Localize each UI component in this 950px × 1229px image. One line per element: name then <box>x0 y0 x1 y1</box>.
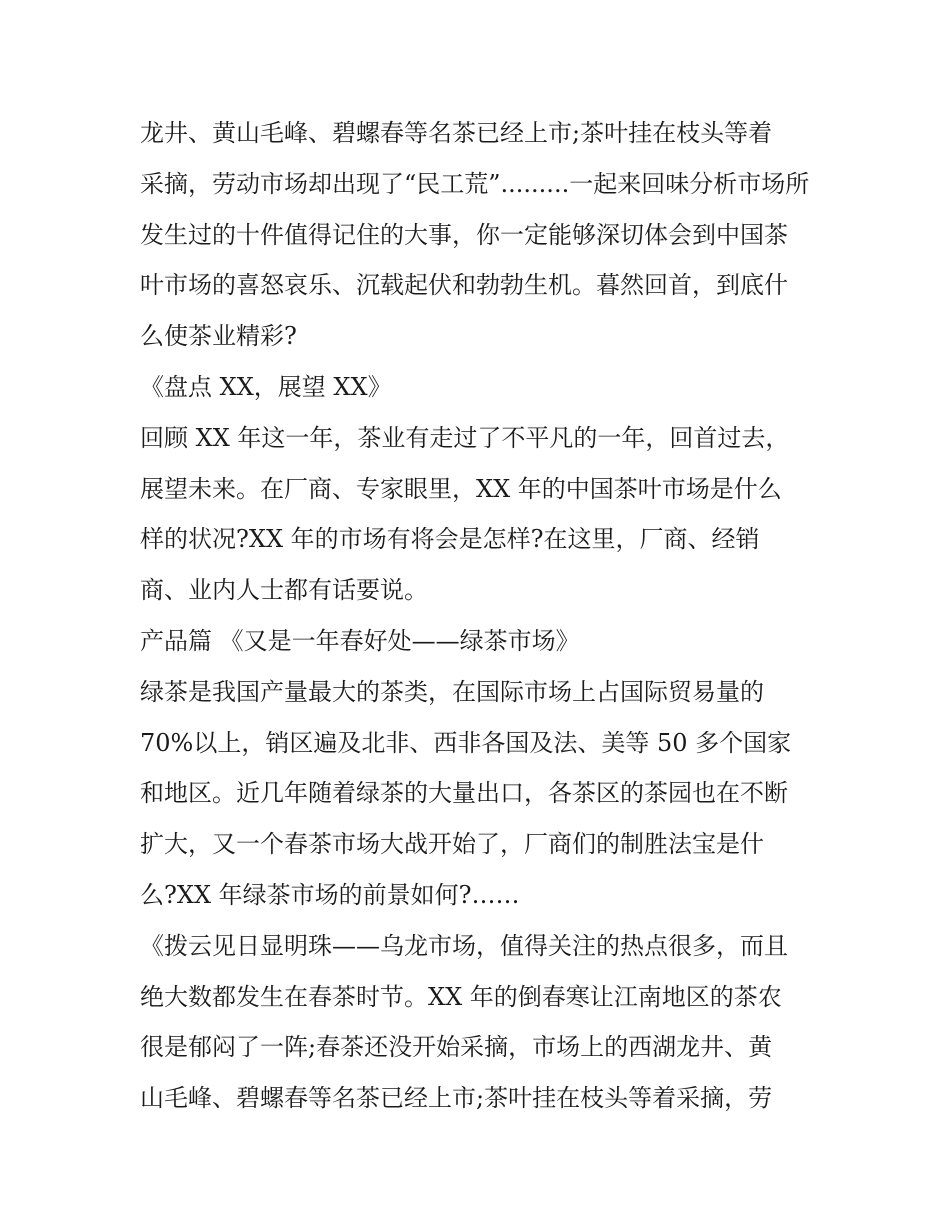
text-line: 龙井、黄山毛峰、碧螺春等名茶已经上市;茶叶挂在枝头等着 <box>140 119 773 147</box>
text-line: 《拨云见日显明珠——乌龙市场，值得关注的热点很多，而且 <box>140 931 788 960</box>
text-line: 展望未来。在厂商、专家眼里，XX 年的中国茶叶市场是什么 <box>140 474 782 503</box>
text-line: 绝大数都发生在春茶时节。XX 年的倒春寒让江南地区的茶农 <box>140 982 782 1011</box>
text-line: 很是郁闷了一阵;春茶还没开始采摘，市场上的西湖龙井、黄 <box>140 1033 773 1062</box>
text-line: 样的状况?XX 年的市场有将会是怎样?在这里，厂商、经销 <box>140 525 760 554</box>
text-line: 绿茶是我国产量最大的茶类，在国际市场上占国际贸易量的 <box>140 677 764 706</box>
text-line: 和地区。近几年随着绿茶的大量出口，各茶区的茶园也在不断 <box>140 779 788 808</box>
text-line: 商、业内人士都有话要说。 <box>140 576 428 605</box>
text-line: 发生过的十件值得记住的大事，你一定能够深切体会到中国茶 <box>140 220 788 249</box>
text-line: 么?XX 年绿茶市场的前景如何?…… <box>140 880 520 909</box>
text-line: 山毛峰、碧螺春等名茶已经上市;茶叶挂在枝头等着采摘，劳 <box>140 1084 773 1113</box>
document-body <box>140 108 820 1124</box>
text-line: 回顾 XX 年这一年，茶业有走过了不平凡的一年，回首过去， <box>140 423 790 452</box>
text-line: 70%以上，销区遍及北非、西非各国及法、美等 50 多个国家 <box>140 728 792 757</box>
text-line: 么使茶业精彩? <box>140 322 297 351</box>
text-line: 扩大，又一个春茶市场大战开始了，厂商们的制胜法宝是什 <box>140 830 764 859</box>
text-line: 叶市场的喜怒哀乐、沉载起伏和勃勃生机。暮然回首，到底什 <box>140 271 788 300</box>
section-title: 《盘点 XX，展望 XX》 <box>140 372 392 401</box>
text-line: 采摘，劳动市场却出现了“民工荒”.........一起来回味分析市场所 <box>140 169 810 198</box>
section-title: 产品篇 《又是一年春好处——绿茶市场》 <box>140 626 580 655</box>
